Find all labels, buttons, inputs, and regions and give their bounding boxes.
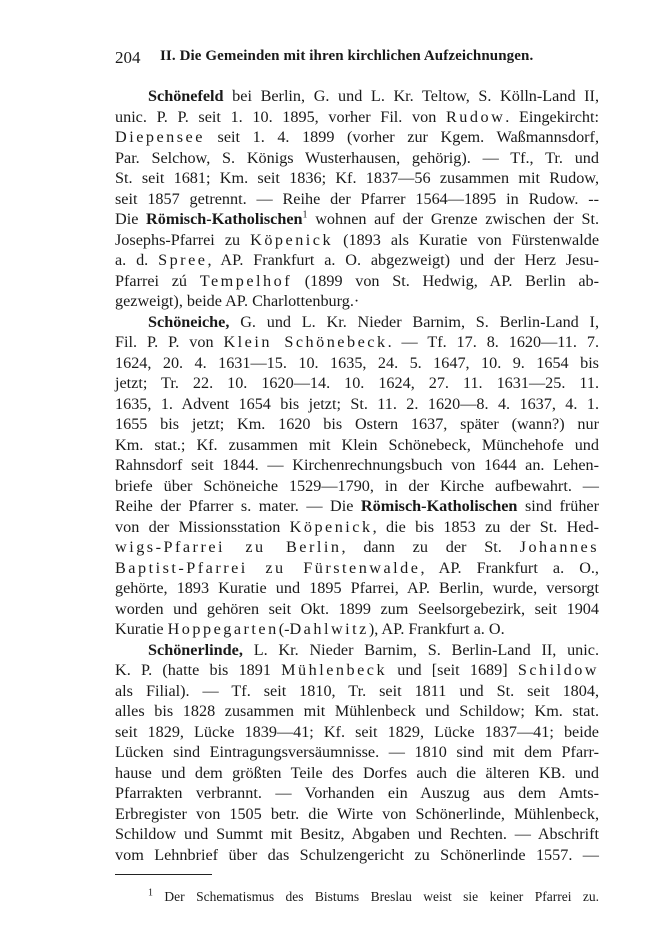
text-run: unic. P. P. seit 1. 10. 1895, vorher Fil. von (115, 107, 446, 126)
text-run: von der Missionsstation (115, 517, 290, 536)
text-line (115, 496, 599, 517)
text-run: Die (115, 210, 147, 228)
text-line (115, 271, 599, 292)
text-run: Erbregister von 1505 betr. die Wirte von Schönerlinde, Mühlenbeck, (115, 804, 599, 823)
text-run: Km. stat.; Kf. zusammen mit Klein Schönebeck, Münchehofe und (115, 435, 599, 454)
page-header (115, 48, 600, 70)
text-line (115, 168, 599, 189)
text-run: 1624, 20. 4. 1631—15. 10. 1635, 24. 5. 1647, 10. 9. 1654 bis (115, 353, 599, 372)
text-line (115, 640, 599, 661)
text-run: ), AP. Frankfurt a. O. (368, 620, 505, 638)
body-text (115, 86, 599, 865)
spaced-name: Spree (158, 251, 208, 269)
text-line (115, 394, 599, 415)
text-line (115, 414, 599, 435)
text-line (115, 804, 599, 825)
text-run: alles bis 1828 zusammen mit Mühlenbeck und Schildow; Km. stat. (115, 702, 599, 720)
footnote (148, 889, 599, 905)
footnote-marker: 1 (148, 887, 153, 899)
spaced-name: Rudow (445, 107, 506, 126)
text-line (115, 353, 599, 374)
headword: Römisch-Katholischen (360, 497, 518, 515)
text-line (115, 291, 599, 312)
spaced-name: Tempelhof (199, 271, 293, 290)
text-line (115, 476, 599, 497)
spaced-name: Klein Schönebeck (223, 333, 388, 351)
headword: Schönefeld (148, 87, 224, 105)
text-run: G. und L. Kr. Nieder Barnim, S. Berlin-Land I, (229, 312, 599, 331)
spaced-name: Hoppegarten (167, 620, 279, 638)
text-run: Pfarrei zú (115, 271, 200, 290)
spaced-name: Köpenick (250, 230, 334, 249)
text-run: . Eingekircht: (505, 107, 599, 126)
text-run: vom Lehnbrief über das Schulzengericht zu Schönerlinde 1557. — (115, 845, 599, 864)
text-line (115, 824, 599, 845)
text-run: jetzt; Tr. 22. 10. 1620—14. 10. 1624, 27. 11. 1631—25. 11. (115, 374, 599, 392)
text-run: , AP. Frankfurt a. O., (420, 558, 599, 577)
text-line (115, 435, 599, 456)
entry-schoenefeld (115, 86, 599, 312)
text-run: Lücken sind Eintragungsversäumnisse. — 1810 sind mit dem Pfarr- (115, 743, 599, 761)
footnote-text: Der Schematismus des Bistums Breslau weist sie keiner Pfarrei zu. (164, 889, 599, 904)
spaced-name: Köpenick (289, 517, 373, 536)
spaced-name: Diepensee (115, 128, 205, 146)
text-line (115, 763, 599, 784)
text-run: Reihe der Pfarrer s. mater. — Die (115, 497, 361, 515)
text-line (115, 189, 599, 210)
text-line (115, 742, 599, 763)
text-run: St. seit 1681; Km. seit 1836; Kf. 1837—56 zusammen mit Rudow, (115, 169, 599, 187)
text-line (115, 783, 599, 804)
text-run: a. d. (115, 251, 159, 269)
text-run: gezweigt), beide AP. Charlottenburg.· (115, 292, 360, 310)
text-line (115, 701, 599, 722)
text-line (115, 722, 599, 743)
text-run: als Filial). — Tf. seit 1810, Tr. seit 1811 und St. seit 1804, (115, 681, 599, 700)
text-run: Rahnsdorf seit 1844. — Kirchenrechnungsbuch von 1644 an. Lehen- (115, 456, 599, 474)
text-run: 1635, 1. Advent 1654 bis jetzt; St. 11. 2. 1620—8. 4. 1637, 4. 1. (115, 394, 599, 413)
spaced-name: Dahlwitz (289, 620, 369, 638)
text-line (115, 517, 599, 538)
text-line (115, 599, 599, 620)
text-run: 1655 bis jetzt; Km. 1620 bis Ostern 1637, später (wann?) nur (115, 415, 599, 433)
text-run: Fil. P. P. von (115, 333, 224, 351)
text-line (115, 107, 599, 128)
text-run: . — Tf. 17. 8. 1620—11. 7. (387, 333, 599, 351)
entry-schoenerlinde (115, 640, 599, 866)
text-run: gehörte, 1893 Kuratie und 1895 Pfarrei, AP. Berlin, wurde, versorgt (115, 579, 599, 597)
text-line (115, 558, 599, 579)
text-line (115, 660, 599, 681)
text-run: Pfarrakten verbrannt. — Vorhanden ein Auszug aus dem Amts- (115, 784, 599, 802)
text-line (115, 845, 599, 866)
text-run: sind früher (517, 497, 599, 515)
page-number: 204 (115, 48, 141, 67)
text-run: L. Kr. Nieder Barnim, S. Berlin-Land II, unic. (242, 640, 599, 659)
headword: Schönerlinde, (148, 640, 243, 659)
text-line (115, 312, 599, 333)
spaced-name: Schildow (517, 661, 599, 679)
text-run: wohnen auf der Grenze zwischen der St. (307, 210, 599, 228)
text-run: Josephs-Pfarrei zu (115, 230, 251, 249)
text-line (115, 681, 599, 702)
text-run: , dann zu der St. (341, 538, 520, 556)
spaced-name: Johannes (519, 538, 599, 556)
spaced-name: Mühlenbeck (281, 661, 388, 679)
headword: Schöneiche, (148, 312, 230, 331)
text-line (115, 332, 599, 353)
text-line (115, 250, 599, 271)
footnote-reference: 1 (302, 209, 308, 221)
running-title: II. Die Gemeinden mit ihren kirchlichen Aufzeichnungen. (160, 48, 534, 64)
text-run: bei Berlin, G. und L. Kr. Teltow, S. Kölln-Land II, (223, 87, 599, 105)
text-run: (1899 von St. Hedwig, AP. Berlin ab- (292, 271, 599, 290)
text-line (115, 86, 599, 107)
entry-schoeneiche (115, 312, 599, 640)
text-run: seit 1857 getrennt. — Reihe der Pfarrer 1564—1895 in Rudow. -- (115, 189, 599, 208)
text-run: seit 1829, Lücke 1839—41; Kf. seit 1829, Lücke 1837—41; beide (115, 722, 599, 741)
text-run: und [seit 1689] (387, 661, 518, 679)
text-run: (- (278, 620, 290, 638)
text-run: hause und dem größten Teile des Dorfes auch die älteren KB. und (115, 763, 599, 782)
text-line (115, 455, 599, 476)
text-run: seit 1. 4. 1899 (vorher zur Kgem. Waßmannsdorf, (204, 128, 599, 146)
text-line (115, 148, 599, 169)
text-run: Schildow und Summt mit Besitz, Abgaben und Rechten. — Abschrift (115, 825, 599, 843)
text-run: briefe über Schöneiche 1529—1790, in der Kirche aufbewahrt. — (115, 476, 599, 495)
text-run: worden und gehören seit Okt. 1899 zum Seelsorgebezirk, seit 1904 (115, 599, 599, 618)
text-line (115, 373, 599, 394)
text-run: , AP. Frankfurt a. O. abgezweigt) und der Herz Jesu- (207, 251, 600, 269)
text-run: K. P. (hatte bis 1891 (115, 661, 282, 679)
text-run: Par. Selchow, S. Königs Wusterhausen, gehörig). — Tf., Tr. und (115, 148, 599, 167)
text-run: Kuratie (115, 620, 168, 638)
text-line (115, 578, 599, 599)
footnote-divider (115, 874, 212, 875)
spaced-name: Baptist-Pfarrei zu Fürstenwalde (115, 558, 421, 577)
text-run: (1893 als Kuratie von Fürstenwalde (333, 230, 600, 249)
text-line (115, 127, 599, 148)
text-run: , die bis 1853 zu der St. Hed- (372, 517, 599, 536)
text-line (115, 230, 599, 251)
text-line (115, 537, 599, 558)
text-line (115, 619, 599, 640)
text-line (115, 209, 599, 230)
spaced-name: wigs-Pfarrei zu Berlin (115, 538, 342, 556)
headword: Römisch-Katholischen (146, 210, 303, 228)
